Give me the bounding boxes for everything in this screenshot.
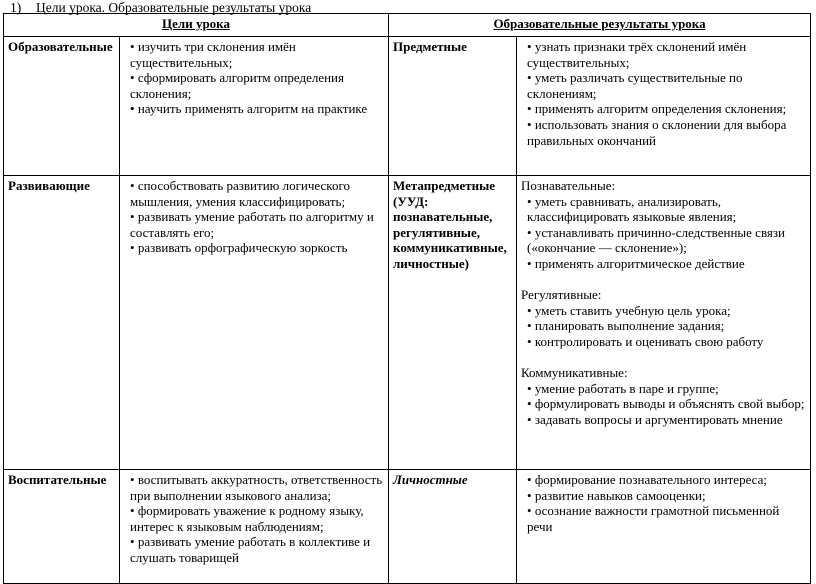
result-category: Предметные <box>389 37 517 176</box>
heading-number: 1) <box>10 0 22 15</box>
list-item: • задавать вопросы и аргументировать мнение <box>521 412 806 428</box>
spacer <box>521 350 806 366</box>
list-item: • применять алгоритм определения склонения; <box>521 101 806 117</box>
list-item: • устанавливать причинно-следственные связи («окончание — склонение»); <box>521 225 806 256</box>
goal-category: Воспитательные <box>4 470 120 584</box>
result-list <box>517 37 811 176</box>
list-item: • умение работать в паре и группе; <box>521 381 806 397</box>
goal-list <box>120 176 389 470</box>
list-item: • использовать знания о склонении для выбора правильных окончаний <box>521 117 806 148</box>
list-item: • сформировать алгоритм определения склонения; <box>124 70 384 101</box>
header-goals: Цели урока <box>4 14 389 37</box>
table-row <box>4 37 811 176</box>
goal-list <box>120 37 389 176</box>
header-results: Образовательные результаты урока <box>389 14 811 37</box>
list-item: • изучить три склонения имён существительных; <box>124 39 384 70</box>
heading-text: Цели урока. Образовательные результаты урока <box>36 0 312 15</box>
result-list <box>517 176 811 470</box>
list-item: • уметь различать существительные по склонениям; <box>521 70 806 101</box>
list-item: • развитие навыков самооценки; <box>521 488 806 504</box>
list-item: • воспитывать аккуратность, ответственность при выполнении языкового анализа; <box>124 472 384 503</box>
list-item: • осознание важности грамотной письменной речи <box>521 503 806 534</box>
goals-results-table <box>3 13 811 584</box>
list-item: • развивать умение работать в коллективе и слушать товарищей <box>124 534 384 565</box>
table-row <box>4 176 811 470</box>
goal-list <box>120 470 389 584</box>
table-row <box>4 470 811 584</box>
spacer <box>521 272 806 288</box>
result-category: Личностные <box>389 470 517 584</box>
goal-category: Развивающие <box>4 176 120 470</box>
list-item: • формулировать выводы и объяснять свой выбор; <box>521 396 806 412</box>
group-title: Коммуникативные: <box>521 365 628 381</box>
list-item: • формирование познавательного интереса; <box>521 472 806 488</box>
list-item: • применять алгоритмическое действие <box>521 256 806 272</box>
table-header-row <box>4 14 811 37</box>
result-list <box>517 470 811 584</box>
list-item: • контролировать и оценивать свою работу <box>521 334 806 350</box>
list-item: • уметь ставить учебную цель урока; <box>521 303 806 319</box>
group-title: Регулятивные: <box>521 287 602 303</box>
list-item: • уметь сравнивать, анализировать, классифицировать языковые явления; <box>521 194 806 225</box>
goal-category: Образовательные <box>4 37 120 176</box>
list-item: • формировать уважение к родному языку, интерес к языковым наблюдениям; <box>124 503 384 534</box>
list-item: • планировать выполнение задания; <box>521 318 806 334</box>
list-item: • развивать умение работать по алгоритму и составлять его; <box>124 209 384 240</box>
list-item: • развивать орфографическую зоркость <box>124 240 384 256</box>
list-item: • узнать признаки трёх склонений имён существительных; <box>521 39 806 70</box>
group-title: Познавательные: <box>521 178 616 193</box>
result-category: Метапредметные (УУД: познавательные, регулятивные, коммуникативные, личностные) <box>389 176 517 470</box>
list-item: • способствовать развитию логического мышления, умения классифицировать; <box>124 178 384 209</box>
list-item: • научить применять алгоритм на практике <box>124 101 384 117</box>
